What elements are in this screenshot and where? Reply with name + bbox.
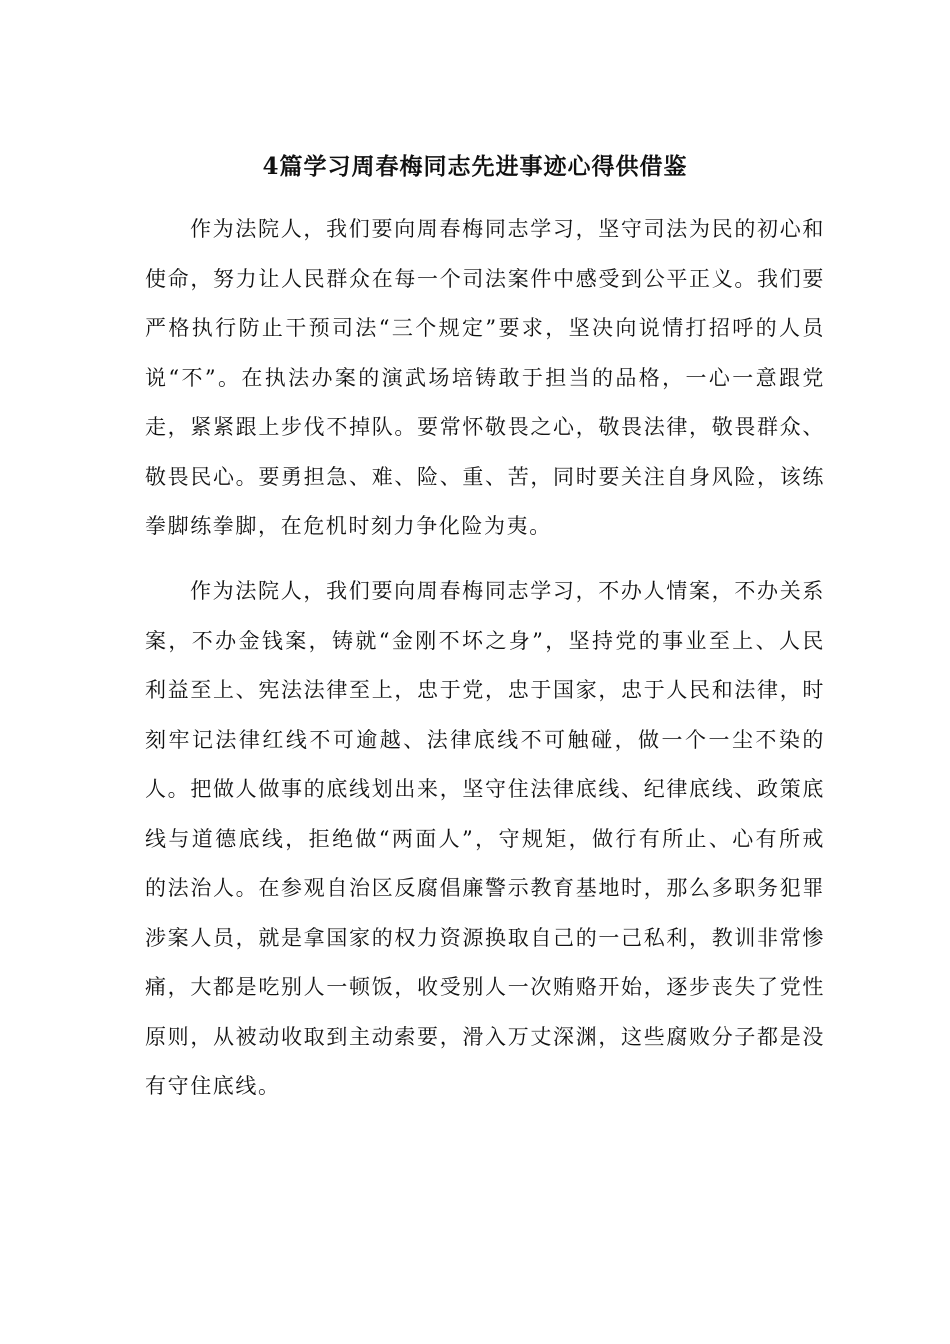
paragraph-1: 作为法院人，我们要向周春梅同志学习，坚守司法为民的初心和使命，努力让人民群众在每一个司法案件中感受到公平正义。我们要严格执行防止干预司法“三个规定”要求，坚决向说情打招呼的人员说“不”。在执法办案的演武场培铸敢于担当的品格，一心一意跟党走，紧紧跟上步伐不掉队。要常怀敬畏之心，敬畏法律，敬畏群众、敬畏民心。要勇担急、难、险、重、苦，同时要关注自身风险，该练拳脚练拳脚，在危机时刻力争化险为夷。: [145, 217, 825, 538]
paragraph-2: 作为法院人，我们要向周春梅同志学习，不办人情案，不办关系案，不办金钱案，铸就“金刚不坏之身”，坚持党的事业至上、人民利益至上、宪法法律至上，忠于党，忠于国家，忠于人民和法律，时刻牢记法律红线不可逾越、法律底线不可触碰，做一个一尘不染的人。把做人做事的底线划出来，坚守住法律底线、纪律底线、政策底线与道德底线，拒绝做“两面人”，守规矩，做行有所止、心有所戒的法治人。在参观自治区反腐倡廉警示教育基地时，那么多职务犯罪涉案人员，就是拿国家的权力资源换取自己的一己私利，教训非常惨痛，大都是吃别人一顿饭，收受别人一次贿赂开始，逐步丧失了党性原则，从被动收取到主动索要，滑入万丈深渊，这些腐败分子都是没有守住底线。: [145, 579, 825, 1098]
document-title: 4篇学习周春梅同志先进事迹心得供借鉴: [262, 153, 688, 180]
